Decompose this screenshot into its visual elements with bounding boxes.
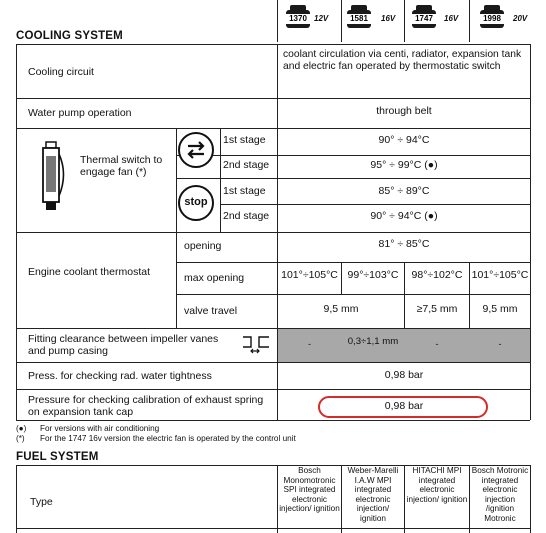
- fuel-section-title: FUEL SYSTEM: [16, 451, 99, 463]
- fuel-type-value: Bosch Motronic integrated electronic injection /ignition Motronic: [471, 466, 529, 523]
- max-opening-value: 99°÷103°C: [347, 269, 399, 281]
- footnote-text: For the 1747 16v version the electric fan is operated by the control unit: [40, 434, 296, 443]
- engine-code: 1581: [347, 14, 371, 24]
- engine-icon: [478, 4, 506, 30]
- engine-code: 1747: [412, 14, 436, 24]
- thermostat-label: Engine coolant thermostat: [28, 266, 150, 278]
- max-opening-value: 101°÷105°C: [471, 269, 529, 281]
- on-stage2-label: 2nd stage: [223, 159, 270, 171]
- valve-travel-value: 9,5 mm: [482, 303, 518, 315]
- opening-label: opening: [184, 240, 222, 252]
- press-rad-label: Press. for checking rad. water tightness: [28, 370, 212, 382]
- engine-code: 1370: [286, 14, 310, 24]
- fitting-clearance-label: Fitting clearance between impeller vanes and pump casing: [28, 333, 219, 357]
- fan-on-icon: [178, 132, 214, 168]
- off-stage1-value: 85° ÷ 89°C: [378, 185, 430, 197]
- valve-travel-value: 9,5 mm: [323, 303, 359, 315]
- valve-travel-label: valve travel: [184, 305, 238, 317]
- max-opening-value: 98°÷102°C: [411, 269, 463, 281]
- water-pump-value: through belt: [376, 105, 432, 117]
- water-pump-label: Water pump operation: [28, 107, 132, 119]
- press-exhaust-value: 0,98 bar: [384, 400, 424, 412]
- fitting-clearance-value: -: [498, 339, 502, 349]
- fuel-type-value: Weber-Marelli I.A.W MPI integrated electronic injection/ ignition: [347, 466, 399, 523]
- engine-icon: [410, 4, 438, 30]
- valve-travel-value: ≥7,5 mm: [416, 303, 458, 315]
- fuel-type-value: Bosch Monomotronic SPI integrated electronic injection/ ignition: [279, 466, 340, 514]
- engine-suffix: 16V: [381, 14, 396, 23]
- off-stage2-value: 90° ÷ 94°C (●): [370, 210, 438, 222]
- footnote-mark: (●): [16, 424, 27, 433]
- max-opening-value: 101°÷105°C: [281, 269, 338, 281]
- fuel-type-value: HITACHI MPI integrated electronic injection/ ignition: [406, 466, 468, 504]
- fitting-clearance-value: 0,3÷1,1 mm: [347, 336, 399, 347]
- on-stage1-label: 1st stage: [223, 134, 266, 146]
- stop-icon-text: stop: [184, 196, 208, 208]
- on-stage2-value: 95° ÷ 99°C (●): [370, 159, 438, 171]
- engine-icon: [284, 4, 312, 30]
- footnote-mark: (*): [16, 434, 25, 443]
- cooling-circuit-value: coolant circulation via centi, radiator, expansion tank and electric fan operated by thermostatic switch: [283, 49, 522, 72]
- engine-icon: [345, 4, 373, 30]
- fitting-clearance-value: -: [435, 339, 439, 349]
- fitting-clearance-value: -: [308, 339, 311, 349]
- press-rad-value: 0,98 bar: [384, 369, 424, 381]
- engine-code: 1998: [480, 14, 504, 24]
- cooling-section-title: COOLING SYSTEM: [16, 30, 123, 42]
- press-exhaust-label: Pressure for checking calibration of exhaust spring on expansion tank cap: [28, 394, 264, 418]
- engine-suffix: 20V: [513, 14, 528, 23]
- thermal-switch-label: Thermal switch to engage fan (*): [80, 154, 163, 178]
- off-stage1-label: 1st stage: [223, 185, 266, 197]
- thermal-switch-icon: [38, 140, 68, 216]
- fuel-type-label: Type: [30, 496, 53, 508]
- off-stage2-label: 2nd stage: [223, 210, 270, 222]
- footnote-text: For versions with air conditioning: [40, 424, 160, 433]
- fan-off-icon: [178, 185, 214, 221]
- engine-suffix: 16V: [444, 14, 459, 23]
- clearance-icon: [241, 333, 271, 355]
- max-opening-label: max opening: [184, 272, 245, 284]
- cooling-circuit-label: Cooling circuit: [28, 66, 94, 78]
- opening-value: 81° ÷ 85°C: [378, 238, 430, 250]
- engine-suffix: 12V: [314, 14, 329, 23]
- on-stage1-value: 90° ÷ 94°C: [378, 134, 430, 146]
